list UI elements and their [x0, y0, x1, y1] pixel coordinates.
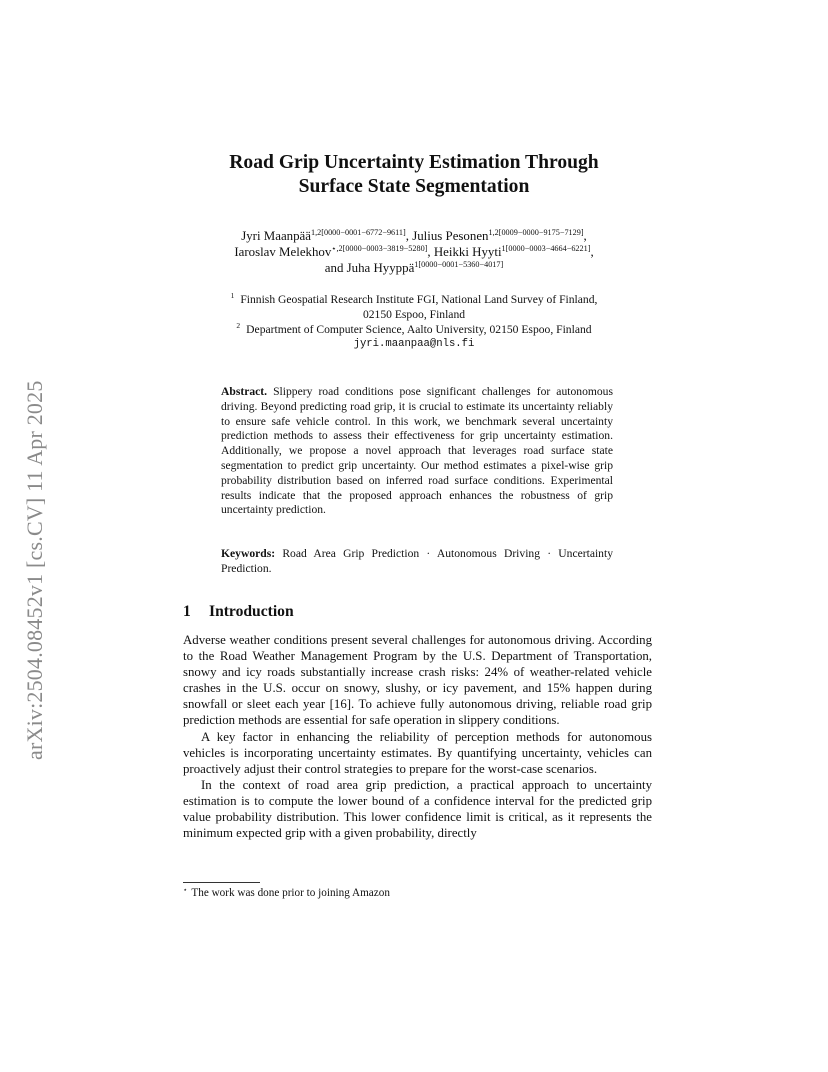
abstract	[221, 385, 613, 518]
arxiv-identifier-watermark: arXiv:2504.08452v1 [cs.CV] 11 Apr 2025	[22, 380, 47, 760]
author-name: Heikki Hyyti	[433, 245, 502, 259]
paragraph: Adverse weather conditions present several challenges for autonomous driving. According to the Road Weather Management Program by the U.S. Department of Transportation, snowy and icy roads substantially increase crash risks: 24% of weather-related vehicle crashes in the U.S. occur on snowy, slushy, or icy pavement, and 15% happen during snowfall or sleet each year [16]. To achieve fully autonomous driving, reliable road grip prediction methods are essential for safe operation in slippery conditions.	[183, 633, 652, 728]
section-number: 1	[183, 603, 191, 620]
affiliations	[190, 292, 638, 352]
author-name: Iaroslav Melekhov	[234, 245, 332, 259]
affiliation-2	[190, 322, 638, 337]
footnote-mark: ⋆	[183, 886, 188, 894]
section-heading	[183, 603, 653, 621]
abstract-text: Slippery road conditions pose significant challenges for autonomous driving. Beyond predicting road grip, it is crucial to estimate its uncertainty reliably to ensure safe vehicle control. In this work, we benchmark several uncertainty prediction methods to assess their effectiveness for grip uncertainty estimation. Additionally, we propose a novel approach that leverages road surface state segmentation to predict grip uncertainty. Our method estimates a pixel-wise grip probability distribution based on inferred road surface conditions. Experimental results indicate that the proposed approach enhances the robustness of grip uncertainty prediction.	[221, 385, 613, 517]
affiliation-1-continued: 02150 Espoo, Finland	[362, 308, 466, 321]
author-line-1	[180, 228, 648, 244]
author-separator: ,	[590, 245, 594, 259]
abstract-label: Abstract.	[221, 385, 268, 398]
keywords-text: Road Area Grip Prediction · Autonomous Driving · Uncertainty Prediction.	[221, 547, 614, 575]
author-line-2	[180, 244, 648, 260]
footnote-rule	[183, 882, 260, 883]
author-name: Julius Pesonen	[412, 229, 489, 243]
author-name: and Juha Hyyppä	[324, 261, 415, 275]
contact-email: jyri.maanpaa@nls.fi	[353, 338, 475, 350]
author-line-3	[180, 260, 648, 276]
introduction-body	[183, 632, 652, 841]
keywords-label: Keywords:	[221, 547, 276, 560]
author-separator: ,	[427, 245, 434, 259]
affiliation-text: Finnish Geospatial Research Institute FGI, National Land Survey of Finland,	[240, 293, 598, 306]
section-title: Introduction	[209, 603, 294, 620]
author-separator: ,	[405, 229, 413, 243]
footnote-text: The work was done prior to joining Amazon	[191, 887, 390, 899]
author-list	[180, 228, 648, 276]
title-line-1: Road Grip Uncertainty Estimation Through	[229, 152, 599, 173]
author-name: Jyri Maanpää	[241, 229, 312, 243]
title-line-2: Surface State Segmentation	[298, 176, 530, 197]
author-affiliation-orcid: 1[0000−0003−4664−6221]	[501, 244, 591, 253]
author-separator: ,	[583, 229, 587, 243]
keywords	[221, 547, 613, 577]
author-affiliation-orcid: 1,2[0009−0000−9175−7129]	[488, 228, 584, 237]
paragraph: A key factor in enhancing the reliability of perception methods for autonomous vehicles is incorporating uncertainty estimates. By quantifying uncertainty, vehicles can proactively adjust their control strategies to prepare for the worst-case scenarios.	[183, 729, 652, 776]
author-affiliation-orcid: ⋆,2[0000−0003−3819−5280]	[331, 244, 428, 253]
footnote	[183, 886, 652, 900]
paragraph: In the context of road area grip prediction, a practical approach to uncertainty estimation is to compute the lower bound of a confidence interval for the predicted grip value probability distribution. This lower confidence limit is critical, as it represents the minimum expected grip with a given probability, directly	[183, 777, 652, 841]
affiliation-number: 2	[236, 321, 241, 330]
affiliation-text: Department of Computer Science, Aalto University, 02150 Espoo, Finland	[246, 323, 592, 336]
author-affiliation-orcid: 1,2[0000−0001−6772−9611]	[311, 228, 406, 237]
paper-title	[180, 151, 648, 199]
affiliation-number: 1	[230, 291, 235, 300]
affiliation-1	[190, 292, 638, 307]
author-affiliation-orcid: 1[0000−0001−5360−4017]	[414, 260, 504, 269]
